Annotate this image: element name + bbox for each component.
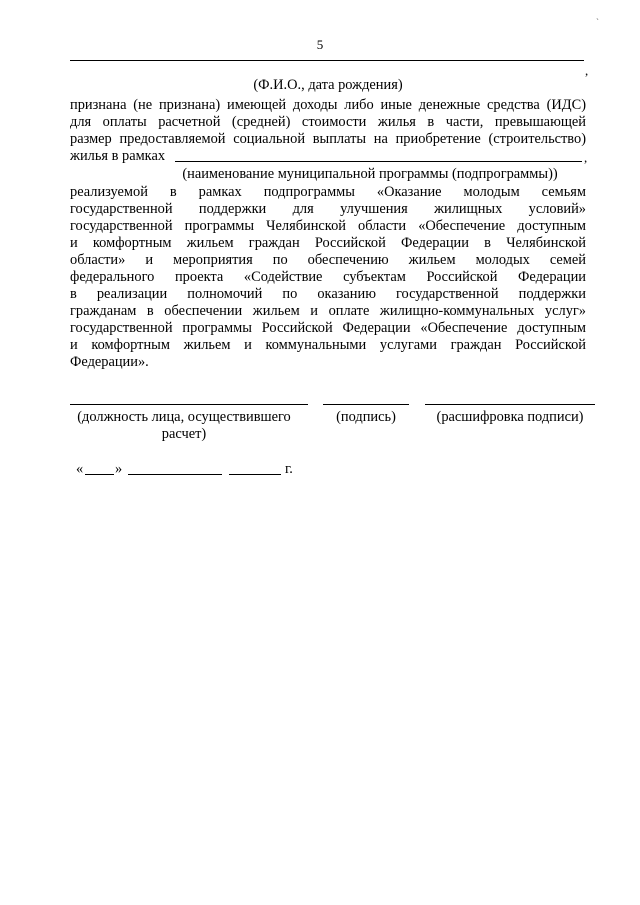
program-blank-line (175, 161, 582, 162)
text-line: размер предоставляемой социальной выплаты на приобретение (строительство) (70, 131, 586, 147)
date-year-blank (229, 474, 281, 475)
fio-caption: (Ф.И.О., дата рождения) (253, 77, 403, 93)
text-line: государственной поддержки для улучшения жилищных условий» (70, 201, 586, 217)
decode-blank-line (425, 404, 595, 405)
page-number: 5 (316, 37, 324, 52)
date-day-blank (85, 474, 114, 475)
text-line: федерального проекта «Содействие субъектам Российской Федерации (70, 269, 586, 285)
text-line: области» и мероприятия по обеспечению жильем молодых семей (70, 252, 586, 268)
fio-blank-line (70, 60, 584, 61)
program-comma: , (584, 150, 588, 165)
text-line: и комфортным жильем и коммунальными услугами граждан Российской (70, 337, 586, 353)
decode-label: (расшифровка подписи) (436, 409, 584, 425)
date-month-blank (128, 474, 222, 475)
text-line: гражданам в обеспечении жильем и оплате жилищно-коммунальных услуг» (70, 303, 586, 319)
fio-comma: , (585, 63, 589, 78)
text-line: в реализации полномочий по оказанию государственной поддержки (70, 286, 586, 302)
within-label: жилья в рамках (70, 148, 166, 164)
text-line: государственной программы Челябинской области «Обеспечение доступным (70, 218, 586, 234)
text-line: государственной программы Российской Федерации «Обеспечение доступным (70, 320, 586, 336)
date-year-suffix: г. (285, 461, 293, 477)
date-close-quote: » (115, 461, 123, 477)
text-line: для оплаты расчетной (средней) стоимости жилья в части, превышающей (70, 114, 586, 130)
position-blank-line (70, 404, 308, 405)
text-line-last: Федерации». (70, 354, 149, 370)
position-label-line: расчет) (161, 426, 207, 442)
date-open-quote: « (76, 461, 84, 477)
position-label (58, 409, 310, 443)
signature-blank-line (323, 404, 409, 405)
text-line: признана (не признана) имеющей доходы либо иные денежные средства (ИДС) (70, 97, 586, 113)
scan-mark: ˋ (596, 17, 599, 27)
text-line: и комфортным жильем граждан Российской Федерации в Челябинской (70, 235, 586, 251)
position-label-line: (должность лица, осуществившего (77, 409, 291, 425)
paragraph-eligibility (70, 97, 586, 148)
program-caption: (наименование муниципальной программы (подпрограммы)) (182, 166, 558, 182)
paragraph-program (70, 184, 586, 371)
text-line: реализуемой в рамках подпрограммы «Оказание молодым семьям (70, 184, 586, 200)
signature-label: (подпись) (336, 409, 396, 425)
